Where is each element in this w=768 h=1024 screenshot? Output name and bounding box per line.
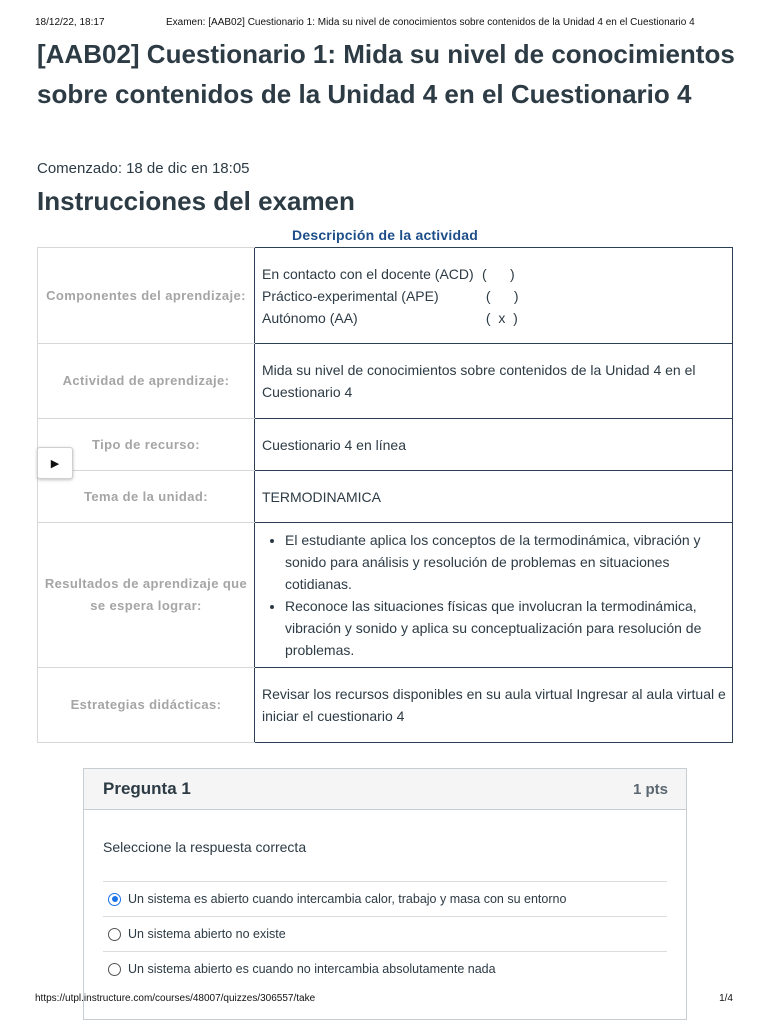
component-name: Autónomo (AA) xyxy=(262,309,358,326)
answer-option[interactable] xyxy=(103,916,667,951)
activity-description-table xyxy=(37,247,733,743)
print-date: 18/12/22, 18:17 xyxy=(35,17,105,28)
question-title: Pregunta 1 xyxy=(103,779,191,798)
topic-value: TERMODINAMICA xyxy=(255,471,733,523)
question-card xyxy=(83,768,687,1020)
radio-icon[interactable] xyxy=(108,928,121,941)
radio-selected-icon[interactable] xyxy=(108,893,121,906)
results-label: Resultados de aprendizaje que se espera lograr: xyxy=(38,523,255,668)
components-label: Componentes del aprendizaje: xyxy=(38,248,255,344)
instructions-heading: Instrucciones del examen xyxy=(37,186,355,216)
component-mark: ( x ) xyxy=(482,309,518,326)
answer-text: Un sistema abierto es cuando no intercambia absolutamente nada xyxy=(128,962,496,976)
activity-value: Mida su nivel de conocimientos sobre contenidos de la Unidad 4 en el Cuestionario 4 xyxy=(255,344,733,419)
component-mark: ( ) xyxy=(482,265,515,282)
topic-label: Tema de la unidad: xyxy=(38,471,255,523)
strategies-label: Estrategias didácticas: xyxy=(38,668,255,743)
question-header xyxy=(84,769,686,810)
component-item xyxy=(262,285,726,307)
resource-value: Cuestionario 4 en línea xyxy=(255,419,733,471)
answer-text: Un sistema es abierto cuando intercambia calor, trabajo y masa con su entorno xyxy=(128,892,567,906)
strategies-value: Revisar los recursos disponibles en su aula virtual Ingresar al aula virtual e iniciar el cuestionario 4 xyxy=(255,668,733,743)
table-row xyxy=(38,344,733,419)
results-list xyxy=(262,529,726,661)
activity-description-caption: Descripción de la actividad xyxy=(292,227,478,243)
quiz-started xyxy=(37,160,250,177)
component-item xyxy=(262,307,726,329)
table-row xyxy=(38,419,733,471)
component-mark: ( ) xyxy=(482,287,519,304)
play-button[interactable] xyxy=(37,447,73,479)
radio-icon[interactable] xyxy=(108,963,121,976)
started-label: Comenzado: xyxy=(37,160,123,177)
question-points: 1 pts xyxy=(632,780,668,798)
results-value xyxy=(255,523,733,668)
play-icon: ▶ xyxy=(50,457,60,470)
list-item: • El estudiante aplica los conceptos de la termodinámica, vibración y sonido para análisis y resolución de problemas en situaciones cotidianas. xyxy=(285,529,726,595)
resource-label: Tipo de recurso: xyxy=(38,419,255,471)
question-prompt: Seleccione la respuesta correcta xyxy=(103,839,307,855)
table-row xyxy=(38,668,733,743)
quiz-title: [AAB02] Cuestionario 1: Mida su nivel de conocimientos sobre contenidos de la Unidad 4 en el Cuestionario 4 xyxy=(37,39,735,109)
started-value: 18 de dic en 18:05 xyxy=(126,160,250,177)
print-page-number: 1/4 xyxy=(719,993,733,1004)
answer-option[interactable] xyxy=(103,951,667,986)
table-row xyxy=(38,471,733,523)
component-name: En contacto con el docente (ACD) xyxy=(262,265,474,282)
component-item xyxy=(262,263,726,285)
list-item: • Reconoce las situaciones físicas que involucran la termodinámica, vibración y sonido y aplica su conceptualización para resolución de problemas. xyxy=(285,595,726,661)
print-url: https://utpl.instructure.com/courses/48007/quizzes/306557/take xyxy=(35,993,316,1004)
components-value xyxy=(255,248,733,344)
table-row xyxy=(38,523,733,668)
answer-text: Un sistema abierto no existe xyxy=(128,927,286,941)
answer-option[interactable] xyxy=(103,881,667,916)
answer-list xyxy=(103,881,667,986)
print-page-title: Examen: [AAB02] Cuestionario 1: Mida su nivel de conocimientos sobre contenidos de la Unidad 4 en el Cuestionario 4 xyxy=(166,17,695,28)
activity-label: Actividad de aprendizaje: xyxy=(38,344,255,419)
component-name: Práctico-experimental (APE) xyxy=(262,287,439,304)
table-row xyxy=(38,248,733,344)
